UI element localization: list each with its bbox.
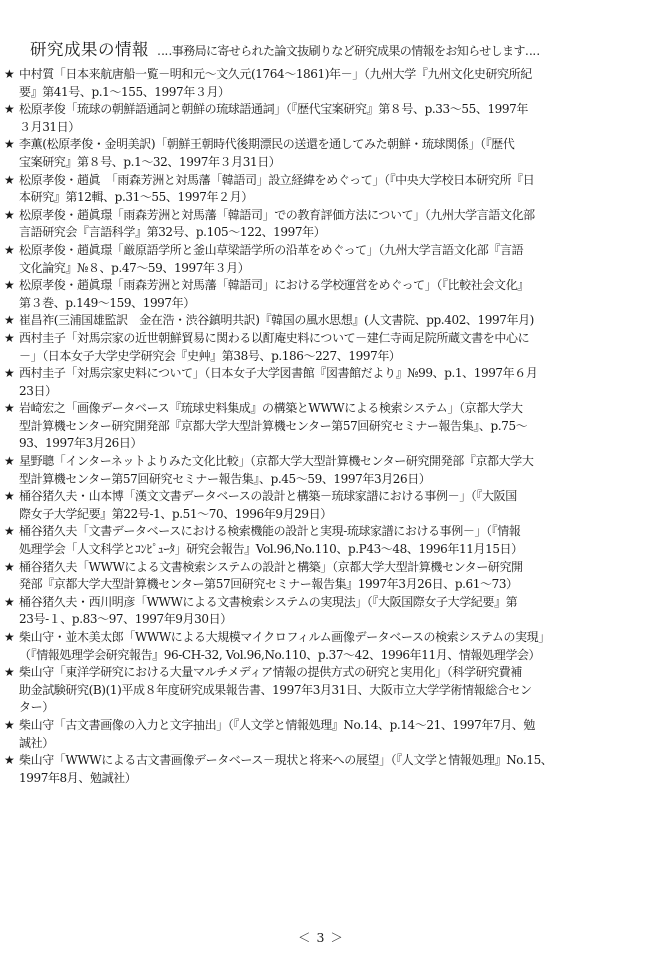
entry-text: 桶谷猪久夫・西川明彦「WWWによる文書検索システムの実現法」（『大阪国際女子大学紀要』第 23号-１、p.83～97、1997年9月30日）	[19, 594, 518, 627]
star-icon: ★	[4, 594, 15, 609]
section-title: 研究成果の情報	[30, 40, 149, 59]
publication-entry	[4, 136, 656, 171]
entry-text: 柴山守「東洋学研究における大量マルチメディア情報の提供方式の研究と実用化」（科学研究費補 助金試験研究(B)(1)平成８年度研究成果報告書、1997年3月31日、大阪市立大学学術情報総合セン ター）	[19, 665, 532, 715]
entry-text: 松原孝俊・趙眞 「雨森芳洲と対馬藩「韓語司」設立経緯をめぐって」（『中央大学校日本研究所『日 本研究』第12輯、p.31～55、1997年２月）	[19, 172, 535, 205]
publication-entry	[4, 365, 656, 400]
entry-text: 西村圭子「対馬宗家の近世朝鮮貿易に関わる以酊庵史料について－建仁寺両足院所蔵文書を中心に －」（日本女子大学史学研究会『史艸』第38号、p.186～227、1997年）	[19, 330, 530, 363]
star-icon: ★	[4, 102, 15, 117]
entry-text: 西村圭子「対馬宗家史料について」（日本女子大学図書館『図書館だより』№99、p.1、1997年６月 23日）	[19, 366, 538, 398]
star-icon: ★	[4, 524, 15, 539]
star-icon: ★	[4, 172, 15, 187]
star-icon: ★	[4, 278, 15, 293]
entry-text: 中村質「日本来航唐船一覧－明和元～文久元(1764～1861)年－」（九州大学『九州文化史研究所紀 要』第41号、p.1～155、1997年３月）	[19, 67, 532, 99]
star-icon: ★	[4, 137, 15, 152]
entry-text: 柴山守「古文書画像の入力と文字抽出」（『人文学と情報処理』No.14、p.14～21、1997年7月、勉 誠社）	[19, 717, 536, 750]
publication-entry	[4, 488, 656, 523]
star-icon: ★	[4, 559, 15, 574]
publication-entry	[4, 207, 656, 242]
publication-entry	[4, 330, 656, 365]
star-icon: ★	[4, 630, 15, 644]
star-icon: ★	[4, 454, 15, 469]
publication-entry	[4, 664, 656, 717]
entry-text: 岩崎宏之「画像データベース『琉球史料集成』の構築とWWWによる検索システム」（京都大学大 型計算機センター研究開発部『京都大学大型計算機センター第57回研究セミナー報告集』、p.75～ 93、1997年3月26日）	[19, 401, 528, 451]
entry-text: 桶谷猪久夫「文書データベースにおける検索機能の設計と実現-琉球家譜における事例－」（『情報 処理学会「人文科学とｺﾝﾋﾟｭｰﾀ」研究会報告』Vol.96,No.110、p.P43～48、1996年11月15日）	[19, 524, 523, 557]
entry-text: 柴山守・並木美太郎「WWWによる大規模マイクロフィルム画像データベースの検索システムの実現」 （『情報処理学会研究報告』96-CH-32, Vol.96,No.110、p.37～42、1996年11月、情報処理学会）	[19, 630, 550, 662]
star-icon: ★	[4, 401, 15, 416]
publication-entry	[4, 172, 656, 207]
section-header	[30, 36, 660, 62]
publication-entry	[4, 559, 656, 594]
publication-entry	[4, 752, 656, 787]
page-number: ＜ 3 ＞	[298, 930, 344, 945]
entry-text: 桶谷猪久夫「WWWによる文書検索システムの設計と構築」（京都大学大型計算機センター研究開 発部『京都大学大型計算機センター第57回研究セミナー報告集』1997年3月26日、p.61～73）	[19, 559, 523, 592]
star-icon: ★	[4, 366, 15, 381]
star-icon: ★	[4, 207, 15, 222]
publication-entry	[4, 66, 656, 101]
star-icon: ★	[4, 753, 15, 768]
publication-entry	[4, 400, 656, 453]
publication-entry	[4, 312, 656, 330]
publication-entry	[4, 101, 656, 136]
publication-entry	[4, 523, 656, 558]
entry-text: 松原孝俊・趙眞璟「厳原語学所と釜山草梁語学所の沿革をめぐって」（九州大学言語文化部『言語 文化論究』№８、p.47～59、1997年３月）	[19, 242, 524, 275]
section-subtitle: ‥‥事務局に寄せられた論文抜刷りなど研究成果の情報をお知らせします‥‥	[157, 44, 540, 58]
publication-entry	[4, 453, 656, 488]
star-icon: ★	[4, 665, 15, 680]
publication-list	[4, 66, 656, 787]
entry-text: 松原孝俊・趙眞璟「雨森芳洲と対馬藩「韓語司」における学校運営をめぐって」（『比較社会文化』 第３巻、p.149～159、1997年）	[19, 278, 529, 310]
star-icon: ★	[4, 717, 15, 732]
publication-entry	[4, 594, 656, 629]
publication-entry	[4, 629, 656, 664]
entry-text: 松原孝俊・趙眞璟「雨森芳洲と対馬藩「韓語司」での教育評価方法について」（九州大学言語文化部 言語研究会『言語科学』第32号、p.105～122、1997年）	[19, 207, 535, 240]
entry-text: 桶谷猪久夫・山本博「漢文文書データベースの設計と構築－琉球家譜における事例－」（『大阪国 際女子大学紀要』第22号-1、p.51～70、1996年9月29日）	[19, 489, 517, 521]
star-icon: ★	[4, 489, 15, 504]
entry-text: 星野聰「インターネットよりみた文化比較」（京都大学大型計算機センター研究開発部『京都大学大 型計算機センター第57回研究セミナー報告集』、p.45～59、1997年3月26日）	[19, 454, 534, 486]
publication-entry	[4, 242, 656, 277]
publication-entry	[4, 277, 656, 312]
entry-text: 柴山守「WWWによる古文書画像データベース－現状と将来への展望」（『人文学と情報処理』No.15、 1997年8月、勉誠社）	[19, 753, 553, 785]
star-icon: ★	[4, 242, 15, 257]
star-icon: ★	[4, 67, 15, 81]
star-icon: ★	[4, 313, 15, 328]
star-icon: ★	[4, 330, 15, 345]
entry-text: 李薫(松原孝俊・金明美訳)「朝鮮王朝時代後期漂民の送還を通してみた朝鮮・琉球関係」（『歴代 宝案研究』第８号、p.1～32、1997年３月31日）	[19, 137, 515, 169]
publication-entry	[4, 717, 656, 752]
entry-text: 崔昌祚(三浦国雄監訳 金在浩・渋谷鎮明共訳)『韓国の風水思想』(人文書院、pp.402、1997年月)	[19, 313, 534, 328]
entry-text: 松原孝俊「琉球の朝鮮語通詞と朝鮮の琉球語通詞」（『歴代宝案研究』第８号、p.33～55、1997年 ３月31日）	[19, 102, 528, 134]
